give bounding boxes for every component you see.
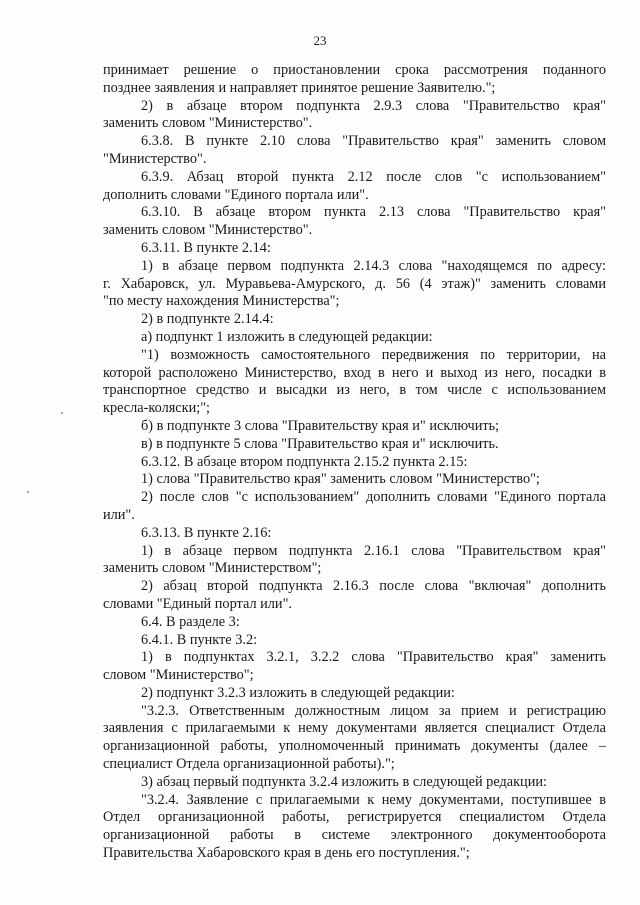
text-line: 1) слова "Правительство края" заменить словом "Министерство";: [141, 471, 540, 488]
text-line: организационной работы в системе электронного документооборота: [103, 827, 606, 844]
text-line: 6.4. В разделе 3:: [141, 613, 240, 630]
text-line: 2) в подпункте 2.14.4:: [141, 311, 274, 328]
text-line: 2) после слов "с использованием" дополнить словами "Единого портала: [141, 489, 606, 506]
text-line: 6.4.1. В пункте 3.2:: [141, 631, 258, 648]
text-line: которой расположено Министерство, вход в него и выход из него, посадки в: [103, 364, 606, 381]
text-line: Правительства Хабаровского края в день его поступления.";: [103, 845, 470, 862]
text-line: а) подпункт 1 изложить в следующей редакции:: [141, 328, 433, 345]
text-line: г. Хабаровск, ул. Муравьева-Амурского, д. 56 (4 этаж)" заменить словами: [103, 275, 606, 292]
text-line: "3.2.4. Заявление с прилагаемыми к нему документами, поступившее в: [141, 791, 606, 808]
text-line: транспортное средство и высадки из него, в том числе с использованием: [103, 382, 606, 399]
text-line: специалист Отдела организационной работы).";: [103, 756, 395, 773]
text-line: 2) подпункт 3.2.3 изложить в следующей редакции:: [141, 684, 455, 701]
text-line: словом "Министерство";: [103, 667, 254, 684]
text-line: 6.3.9. Абзац второй пункта 2.12 после слов "с использованием": [141, 168, 606, 185]
text-line: 3) абзац первый подпункта 3.2.4 изложить в следующей редакции:: [141, 773, 547, 790]
text-line: 2) в абзаце втором подпункта 2.9.3 слова "Правительство края": [141, 97, 606, 114]
text-line: заявления с прилагаемыми к нему документами является специалист Отдела: [103, 720, 606, 737]
document-body: [103, 62, 606, 863]
text-line: 6.3.11. В пункте 2.14:: [141, 239, 271, 256]
text-line: в) в подпункте 5 слова "Правительство края и" исключить.: [141, 435, 499, 452]
text-line: 6.3.10. В абзаце втором пункта 2.13 слова "Правительство края": [141, 204, 606, 221]
text-line: "Министерство".: [103, 150, 207, 167]
page-number: 23: [313, 33, 327, 48]
text-line: "по месту нахождения Министерства";: [103, 293, 340, 310]
text-line: дополнить словами "Единого портала или".: [103, 186, 369, 203]
text-line: Отдел организационной работы, регистрируется специалистом Отдела: [103, 809, 606, 826]
text-line: позднее заявления и направляет принятое решение Заявителю.";: [103, 79, 496, 96]
text-line: кресла-коляски;";: [103, 400, 210, 417]
text-line: 1) в абзаце первом подпункта 2.16.1 слова "Правительством края": [141, 542, 606, 559]
text-line: заменить словом "Министерство".: [103, 115, 313, 132]
text-line: словами "Единый портал или".: [103, 595, 292, 612]
text-line: 2) абзац второй подпункта 2.16.3 после слова "включая" дополнить: [141, 578, 606, 595]
text-line: "1) возможность самостоятельного передвижения по территории, на: [141, 346, 606, 363]
text-line: б) в подпункте 3 слова "Правительству края и" исключить;: [141, 417, 500, 434]
text-line: 6.3.12. В абзаце втором подпункта 2.15.2 пункта 2.15:: [141, 453, 468, 470]
text-line: или".: [103, 506, 135, 523]
text-line: 6.3.13. В пункте 2.16:: [141, 524, 272, 541]
scan-speck: [61, 412, 63, 414]
text-line: "3.2.3. Ответственным должностным лицом за прием и регистрацию: [141, 702, 606, 719]
text-line: организационной работы, уполномоченный принимать документы (далее –: [103, 738, 606, 755]
scan-speck: [27, 491, 29, 493]
text-line: 1) в подпунктах 3.2.1, 3.2.2 слова "Правительство края" заменить: [141, 649, 606, 666]
text-line: заменить словом "Министерством";: [103, 560, 322, 577]
text-line: 1) в абзаце первом подпункта 2.14.3 слова "находящемся по адресу:: [141, 257, 606, 274]
text-line: принимает решение о приостановлении срока рассмотрения поданного: [103, 62, 606, 78]
text-line: 6.3.8. В пункте 2.10 слова "Правительство края" заменить словом: [141, 133, 606, 150]
text-line: заменить словом "Министерство".: [103, 222, 313, 239]
